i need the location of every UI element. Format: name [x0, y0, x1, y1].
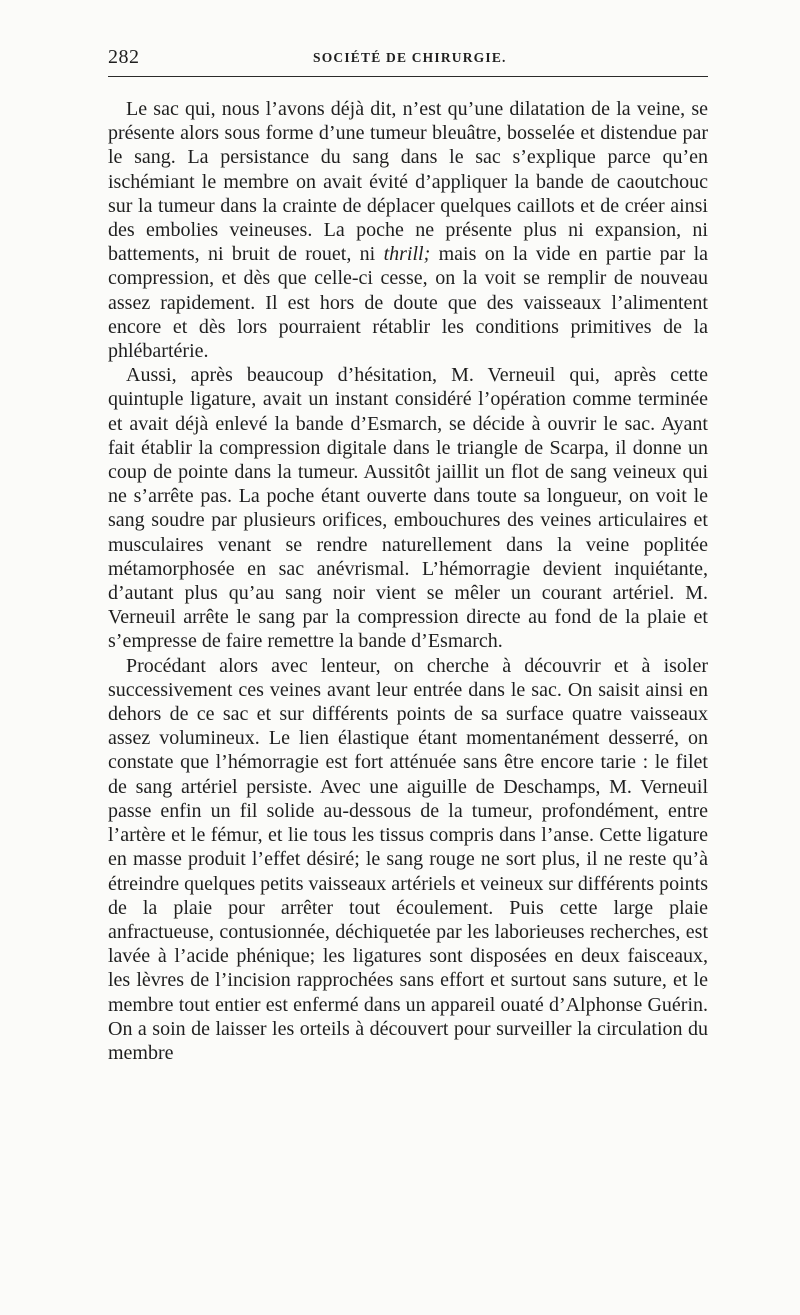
paragraph-2: Aussi, après beaucoup d’hésitation, M. Verneuil qui, après cette quintuple ligature, avait un instant considéré l’opération comme terminée et avait déjà enlevé la bande d’Esmarch, se décide à ouvrir le sac. Ayant fait établir la compression digitale dans le triangle de Scarpa, il donne un coup de pointe dans la tumeur. Aussitôt jaillit un flot de sang veineux qui ne s’arrête pas. La poche étant ouverte dans toute sa longueur, on voit le sang soudre par plusieurs orifices, embouchures des veines articulaires et musculaires venant se rendre naturellement dans la veine poplitée métamorphosée en sac anévrismal. L’hémorragie devient inquiétante, d’autant plus qu’au sang noir vient se mêler un courant artériel. M. Verneuil arrête le sang par la compression directe au fond de la plaie et s’empresse de faire remettre la bande d’Esmarch.: [108, 364, 708, 653]
paragraph-1: [108, 97, 708, 363]
page-number: 282: [108, 46, 140, 68]
paragraph-1-text-before: Le sac qui, nous l’avons déjà dit, n’est qu’une dilatation de la veine, se présente alors sous forme d’une tumeur bleuâtre, bosselée et distendue par le sang. La persistance du sang dans le sac s’explique parce qu’en ischémiant le membre on avait évité d’appliquer la bande de caoutchouc sur la tumeur dans la crainte de déplacer quelques caillots et de créer ainsi des embolies veineuses. La poche ne présente plus ni expansion, ni battements, ni bruit de rouet, ni: [108, 98, 708, 266]
paragraph-3: Procédant alors avec lenteur, on cherche à découvrir et à isoler successivement ces veines avant leur entrée dans le sac. On saisit ainsi en dehors de ce sac et sur différents points de sa surface quatre vaisseaux assez volumineux. Le lien élastique étant momentanément desserré, on constate que l’hémorragie est fort atténuée sans être encore tarie : le filet de sang artériel persiste. Avec une aiguille de Deschamps, M. Verneuil passe enfin un fil solide au-dessous de la tumeur, profondément, entre l’artère et le fémur, et lie tous les tissus compris dans l’anse. Cette ligature en masse produit l’effet désiré; le sang rouge ne sort plus, il ne reste qu’à étreindre quelques petits vaisseaux artériels et veineux sur différents points de la plaie pour arrêter tout écoulement. Puis cette large plaie anfractueuse, contusionnée, déchiquetée par les laborieuses recherches, est lavée à l’acide phénique; les ligatures sont disposées en deux faisceaux, les lèvres de l’incision rapprochées sans effort et surtout sans suture, et le membre tout entier est enfermé dans un appareil ouaté d’Alphonse Guérin. On a soin de laisser les orteils à découvert pour surveiller la circulation du membre: [108, 654, 708, 1064]
page-header: [108, 38, 708, 77]
running-title: SOCIÉTÉ DE CHIRURGIE.: [313, 50, 507, 65]
book-page: [108, 38, 708, 1065]
paragraph-1-emphasis: thrill;: [383, 243, 431, 266]
paragraph-1-text-after: mais on la vide en partie par la compression, et dès que celle-ci cesse, on la voit se remplir de nouveau assez rapidement. Il est hors de doute que des vaisseaux l’alimentent encore et dès lors pourraient rétablir les conditions primitives de la phlébartérie.: [108, 243, 708, 363]
page-body: [108, 77, 708, 1065]
